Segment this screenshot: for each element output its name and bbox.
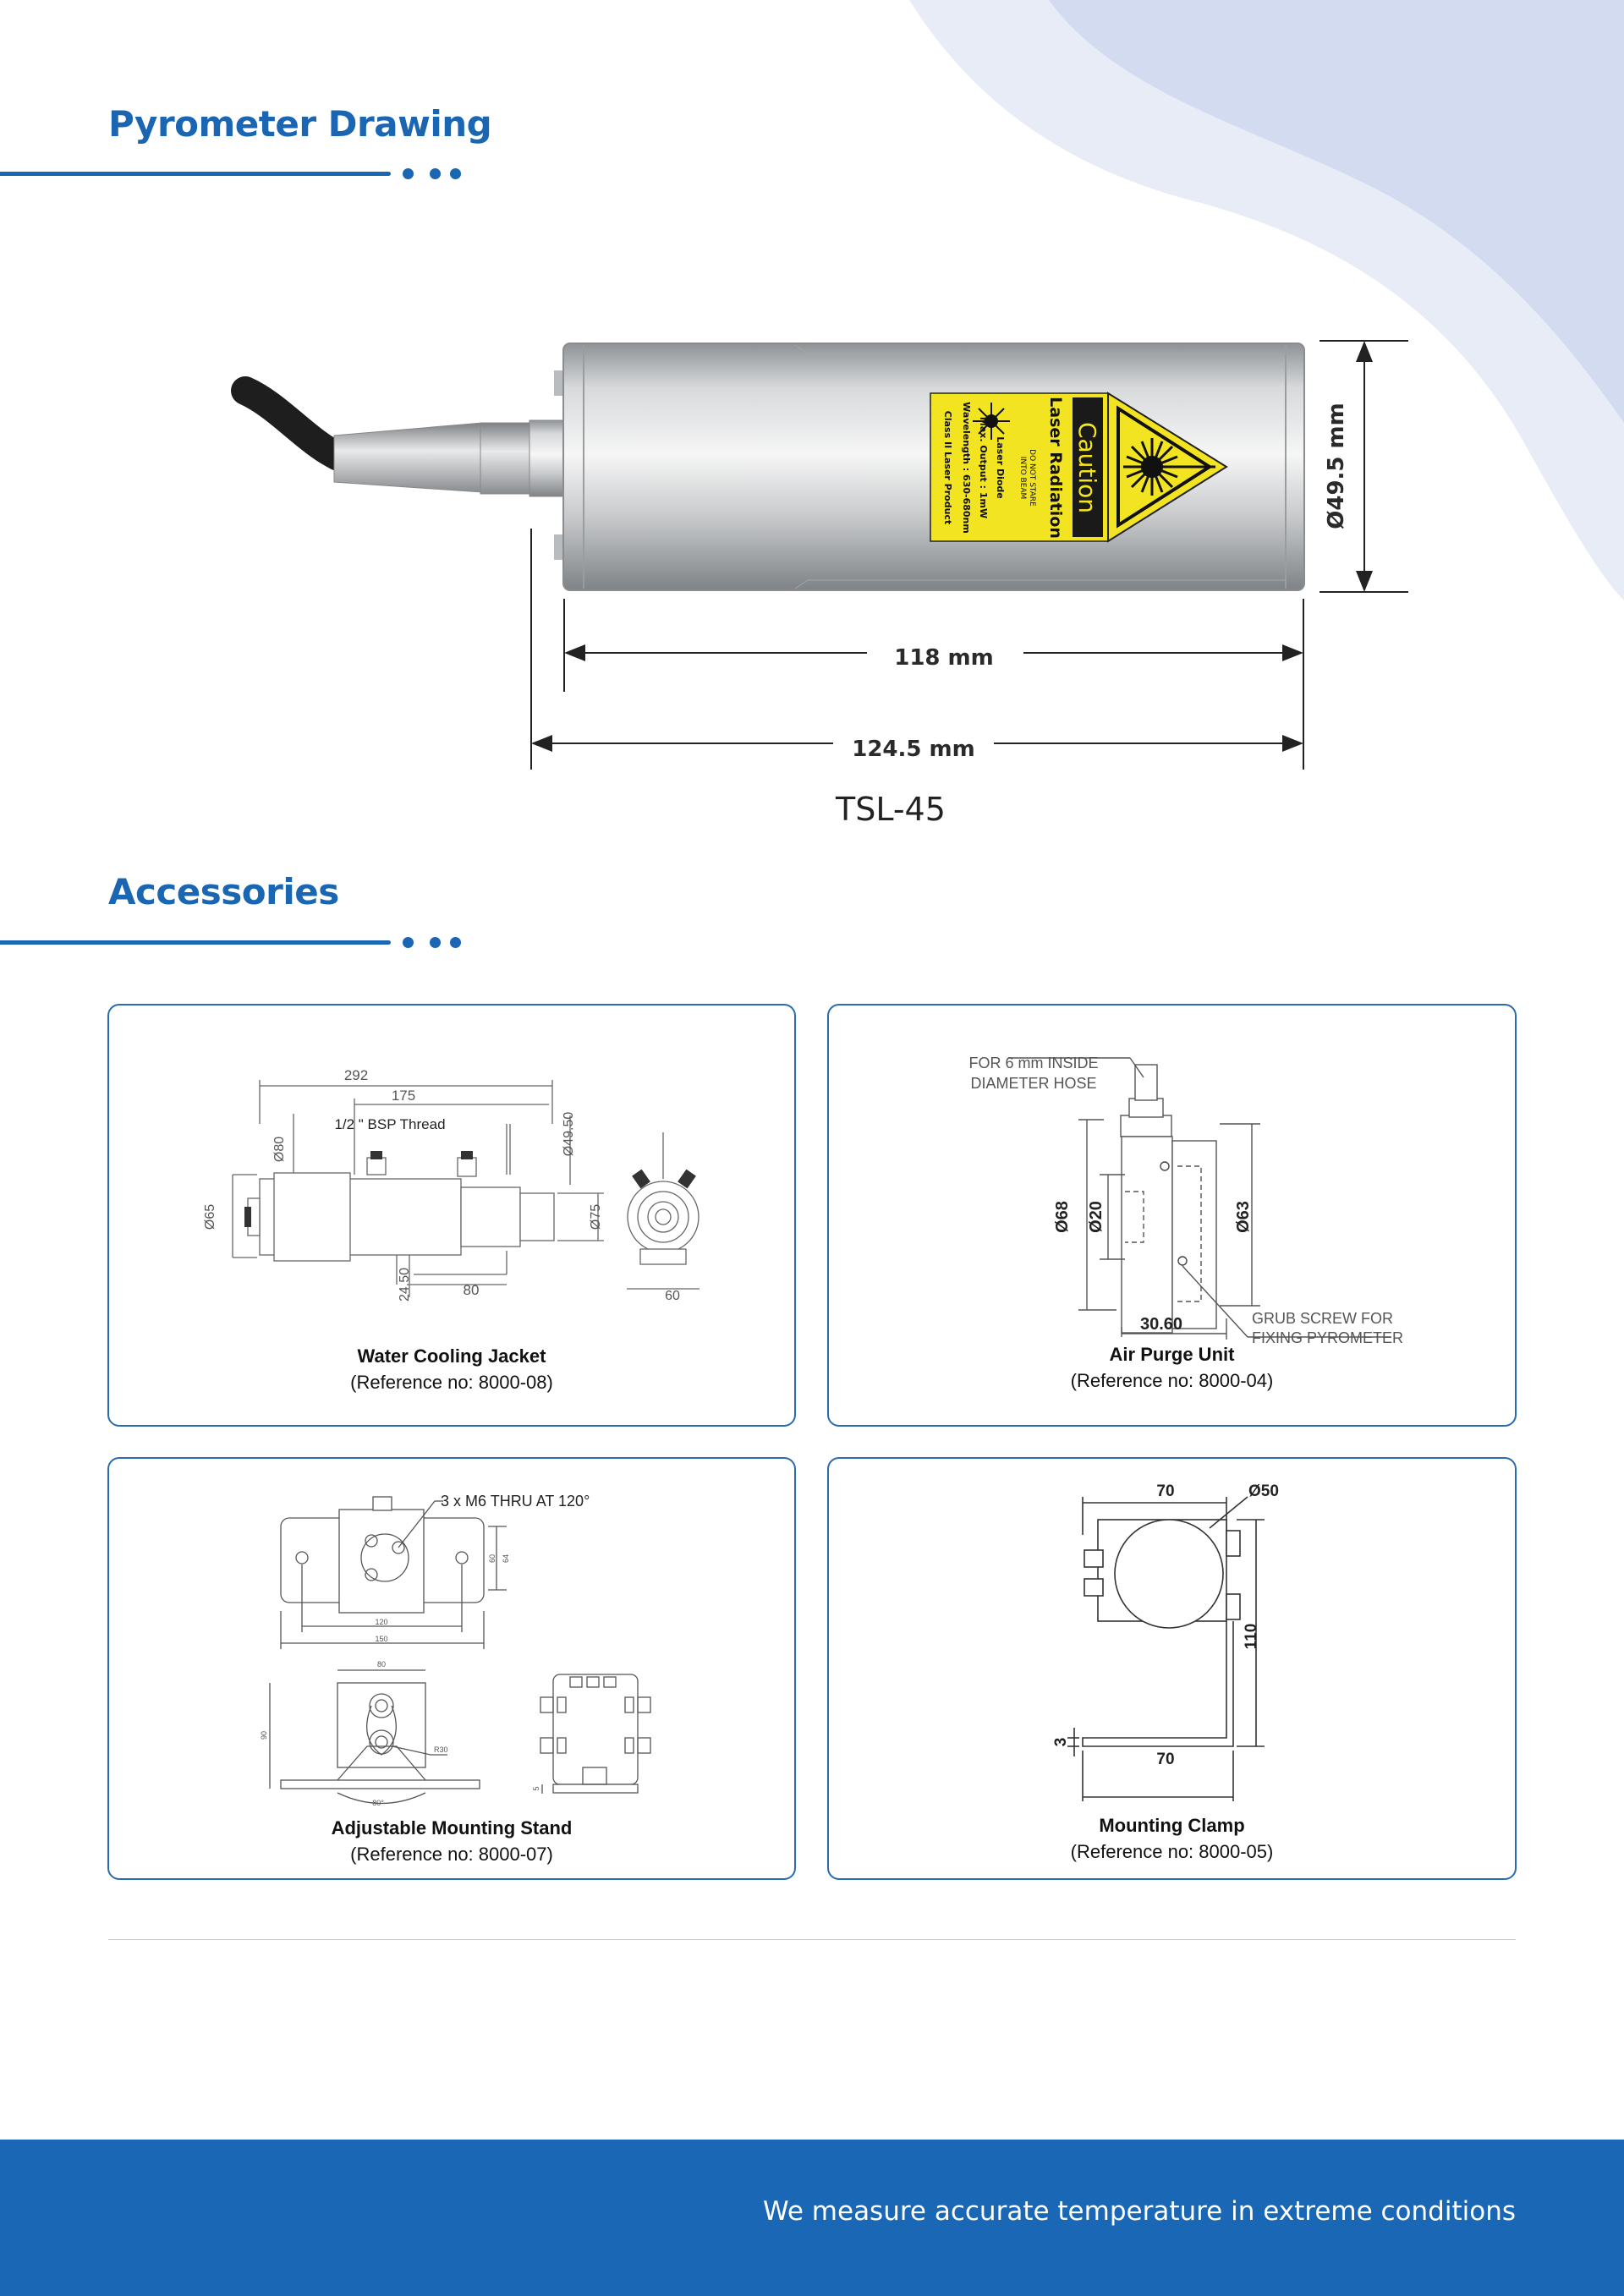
- svg-text:90: 90: [260, 1730, 268, 1740]
- caution-text: Caution: [1073, 421, 1101, 514]
- accessory-reference: (Reference no: 8000-07): [350, 1844, 553, 1865]
- svg-text:70: 70: [1156, 1482, 1175, 1500]
- svg-text:Ø49.50: Ø49.50: [562, 1111, 576, 1157]
- svg-text:Max. Output : 1mW: Max. Output : 1mW: [978, 416, 989, 519]
- pyrometer-drawing: [0, 0, 1624, 812]
- svg-text:Ø63: Ø63: [1234, 1201, 1253, 1233]
- underline-dot: [430, 937, 441, 948]
- svg-text:Laser Diode: Laser Diode: [995, 436, 1006, 499]
- cable: [245, 391, 338, 457]
- svg-text:80: 80: [463, 1282, 480, 1298]
- svg-text:Ø80: Ø80: [272, 1136, 287, 1163]
- svg-text:60: 60: [488, 1553, 497, 1564]
- card-adjustable-mounting-stand: [107, 1457, 796, 1880]
- mounting-stand-drawing: [109, 1459, 794, 1814]
- svg-text:Ø68: Ø68: [1053, 1201, 1072, 1233]
- svg-text:110: 110: [1243, 1623, 1260, 1650]
- divider: [108, 1939, 1516, 1940]
- accessories-title: Accessories: [108, 871, 339, 912]
- body-length-label: 118 mm: [894, 645, 994, 671]
- svg-text:Wavelength : 630-680nm: Wavelength : 630-680nm: [961, 402, 972, 534]
- svg-text:FOR 6 mm INSIDE: FOR 6 mm INSIDE: [968, 1055, 1099, 1071]
- pyrometer-drawing-title: Pyrometer Drawing: [108, 103, 492, 145]
- model-name: TSL-45: [836, 791, 946, 828]
- accessory-name: Air Purge Unit: [1109, 1344, 1235, 1365]
- svg-text:120: 120: [375, 1618, 388, 1626]
- accessory-name: Mounting Clamp: [1099, 1815, 1245, 1836]
- svg-text:292: 292: [343, 1067, 369, 1083]
- accessory-name: Water Cooling Jacket: [357, 1345, 546, 1367]
- accessory-reference: (Reference no: 8000-08): [350, 1372, 553, 1393]
- svg-text:DO NOT STARE: DO NOT STARE: [1028, 449, 1036, 507]
- svg-text:Ø75: Ø75: [589, 1203, 603, 1230]
- connector-ring: [480, 423, 531, 494]
- svg-text:Ø20: Ø20: [1087, 1201, 1106, 1233]
- svg-text:1/2 " BSP Thread: 1/2 " BSP Thread: [334, 1116, 446, 1132]
- svg-text:70: 70: [1156, 1751, 1175, 1768]
- underline-dot: [403, 937, 414, 948]
- svg-text:GRUB SCREW FOR: GRUB SCREW FOR: [1252, 1310, 1394, 1327]
- svg-text:24.50: 24.50: [398, 1267, 412, 1302]
- diameter-label: Ø49.5 mm: [1324, 403, 1349, 529]
- laser-radiation-text: Laser Radiation: [1046, 397, 1065, 539]
- svg-text:INTO BEAM: INTO BEAM: [1018, 456, 1027, 500]
- cone: [334, 423, 482, 492]
- svg-text:Ø65: Ø65: [203, 1203, 217, 1230]
- svg-text:3 x M6 THRU AT 120°: 3 x M6 THRU AT 120°: [441, 1493, 590, 1510]
- title-underline: [0, 940, 391, 945]
- card-mounting-clamp: [827, 1457, 1517, 1880]
- mounting-clamp-drawing: [829, 1459, 1515, 1814]
- air-purge-unit-drawing: [829, 1006, 1515, 1346]
- svg-text:80°: 80°: [372, 1799, 384, 1807]
- footer-tagline: We measure accurate temperature in extreme conditions: [763, 2196, 1516, 2227]
- total-length-label: 124.5 mm: [852, 737, 975, 762]
- svg-text:60: 60: [665, 1289, 680, 1303]
- svg-text:5: 5: [532, 1786, 540, 1791]
- card-air-purge-unit: [827, 1004, 1517, 1427]
- accessory-reference: (Reference no: 8000-04): [1070, 1370, 1274, 1391]
- svg-text:80: 80: [376, 1660, 387, 1669]
- svg-text:64: 64: [502, 1553, 510, 1564]
- svg-text:150: 150: [375, 1635, 388, 1643]
- svg-text:Ø50: Ø50: [1248, 1482, 1279, 1500]
- svg-text:3: 3: [1052, 1737, 1070, 1747]
- svg-text:Class II Laser Product: Class II Laser Product: [942, 410, 953, 525]
- connector-ring: [529, 420, 563, 496]
- svg-text:FIXING PYROMETER: FIXING PYROMETER: [1252, 1329, 1404, 1346]
- svg-text:R30: R30: [434, 1745, 448, 1754]
- svg-text:30.60: 30.60: [1139, 1315, 1183, 1334]
- card-water-cooling-jacket: [107, 1004, 796, 1427]
- underline-dot: [450, 937, 461, 948]
- svg-text:175: 175: [391, 1088, 416, 1104]
- svg-text:DIAMETER HOSE: DIAMETER HOSE: [970, 1075, 1097, 1092]
- accessory-reference: (Reference no: 8000-05): [1070, 1841, 1274, 1862]
- water-cooling-jacket-drawing: [109, 1006, 794, 1303]
- accessory-name: Adjustable Mounting Stand: [331, 1817, 573, 1838]
